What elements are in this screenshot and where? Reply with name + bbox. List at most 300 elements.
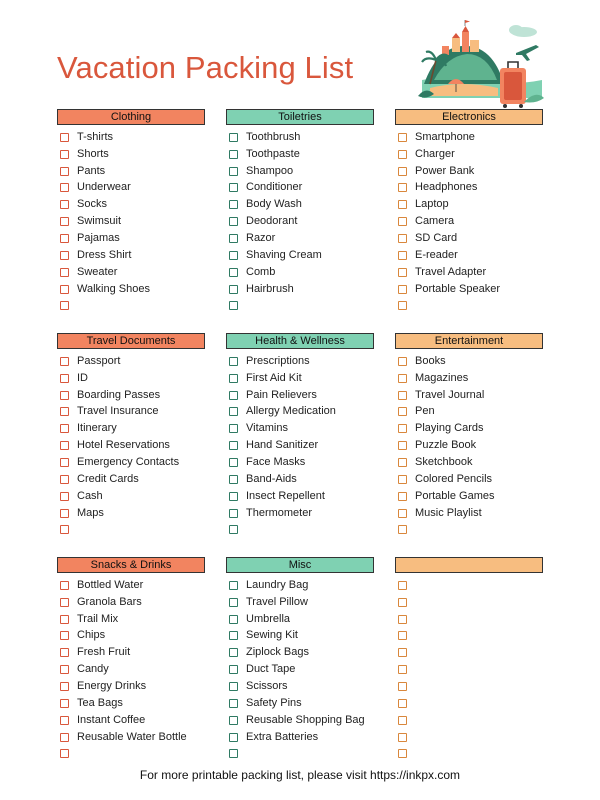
item-label: Comb [246,265,276,278]
page-title: Vacation Packing List [57,50,354,85]
item-label: Deodorant [246,215,298,228]
item-label: Bottled Water [77,578,144,591]
checkbox[interactable] [229,167,238,176]
checklist [395,577,543,762]
checkbox[interactable] [229,217,238,226]
checkbox[interactable] [229,631,238,640]
section-header: Snacks & Drinks [57,557,205,573]
list-item [226,353,374,370]
list-item [226,695,374,712]
checkbox[interactable] [398,200,407,209]
item-label: Toothbrush [246,130,301,143]
list-item [57,729,205,746]
checkbox[interactable] [398,581,407,590]
checkbox[interactable] [398,615,407,624]
item-label: Hairbrush [246,282,294,295]
item-label: Thermometer [246,506,313,519]
checkbox[interactable] [229,285,238,294]
list-item [226,712,374,729]
list-item [226,404,374,421]
list-item [395,370,543,387]
item-label: Hand Sanitizer [246,439,319,452]
item-label: Puzzle Book [415,439,477,452]
list-item [226,370,374,387]
item-label: Candy [77,663,109,676]
list-item [57,577,205,594]
checkbox[interactable] [398,407,407,416]
checkbox[interactable] [398,598,407,607]
checkbox[interactable] [60,458,69,467]
item-label: Instant Coffee [77,713,146,726]
list-item [395,281,543,298]
item-label: Magazines [415,371,469,384]
item-label: Chips [77,629,106,642]
list-item [395,387,543,404]
checkbox[interactable] [229,492,238,501]
checkbox[interactable] [60,665,69,674]
checkbox[interactable] [229,716,238,725]
list-item [226,454,374,471]
checkbox[interactable] [229,357,238,366]
checkbox[interactable] [398,357,407,366]
checkbox[interactable] [398,374,407,383]
checklist [226,577,374,762]
checkbox[interactable] [229,699,238,708]
checkbox[interactable] [398,525,407,534]
list-item [226,729,374,746]
list-item [226,594,374,611]
item-label: Band-Aids [246,472,297,485]
checkbox[interactable] [60,492,69,501]
item-label: Hotel Reservations [77,439,170,452]
list-item [226,471,374,488]
list-item [57,505,205,522]
checkbox[interactable] [229,234,238,243]
item-label: Ziplock Bags [246,646,309,659]
item-label: Trail Mix [77,612,119,625]
list-item [226,577,374,594]
checkbox[interactable] [398,716,407,725]
item-label: Travel Insurance [77,405,159,418]
item-label: Books [415,354,446,367]
checkbox[interactable] [229,251,238,260]
item-label: Pen [415,405,435,418]
item-label: Pants [77,164,106,177]
list-item [395,745,543,762]
checkbox[interactable] [60,615,69,624]
section-header: Electronics [395,109,543,125]
section-blank [395,557,543,762]
list-item [57,521,205,538]
item-label: Laptop [415,198,449,211]
checkbox[interactable] [398,458,407,467]
list-item [226,521,374,538]
list-item [57,129,205,146]
item-label: Travel Pillow [246,595,308,608]
list-item [395,146,543,163]
list-item [57,370,205,387]
checkbox[interactable] [60,682,69,691]
item-label: Walking Shoes [77,282,150,295]
item-label: SD Card [415,231,458,244]
list-item [395,488,543,505]
item-label: Energy Drinks [77,679,147,692]
item-label: Credit Cards [77,472,139,485]
checkbox[interactable] [229,581,238,590]
checkbox[interactable] [60,733,69,742]
section-header: Clothing [57,109,205,125]
list-item [395,521,543,538]
item-label: Fresh Fruit [77,646,131,659]
checkbox[interactable] [60,525,69,534]
list-item [57,471,205,488]
checkbox[interactable] [398,631,407,640]
checkbox[interactable] [229,374,238,383]
checkbox[interactable] [398,509,407,518]
list-item [226,745,374,762]
item-label: Body Wash [246,198,302,211]
section-snacks-drinks [57,557,205,762]
section-header [395,557,543,573]
list-item [226,247,374,264]
item-label: Pain Relievers [246,388,317,401]
list-item [226,230,374,247]
item-label: Emergency Contacts [77,455,180,468]
checkbox[interactable] [229,475,238,484]
section-travel-documents [57,333,205,538]
checkbox[interactable] [60,217,69,226]
list-item [395,196,543,213]
checkbox[interactable] [60,598,69,607]
checklist [395,353,543,538]
list-item [57,196,205,213]
item-label: Charger [415,147,455,160]
list-item [226,213,374,230]
checkbox[interactable] [398,234,407,243]
list-item [395,247,543,264]
item-label: Laundry Bag [246,578,309,591]
list-item [57,594,205,611]
list-item [395,129,543,146]
item-label: E-reader [415,248,458,261]
list-item [395,611,543,628]
item-label: Boarding Passes [77,388,161,401]
item-label: Socks [77,198,107,211]
checkbox[interactable] [229,598,238,607]
section-header: Travel Documents [57,333,205,349]
checkbox[interactable] [229,301,238,310]
item-label: Granola Bars [77,595,142,608]
item-label: Passport [77,354,121,367]
checklist [395,129,543,314]
list-item [226,387,374,404]
list-item [57,437,205,454]
checkbox[interactable] [229,407,238,416]
list-item [57,454,205,471]
item-label: Toothpaste [246,147,300,160]
list-item [395,594,543,611]
checklist [226,353,374,538]
checklist [226,129,374,314]
checkbox[interactable] [398,648,407,657]
item-label: Tea Bags [77,696,123,709]
item-label: T-shirts [77,130,114,143]
list-item [226,297,374,314]
checkbox[interactable] [229,682,238,691]
list-item [57,163,205,180]
checkbox[interactable] [229,441,238,450]
checkbox[interactable] [398,424,407,433]
checkbox[interactable] [60,699,69,708]
item-label: Portable Speaker [415,282,500,295]
section-header: Misc [226,557,374,573]
item-label: Dress Shirt [77,248,132,261]
list-item [395,213,543,230]
list-item [226,163,374,180]
list-item [57,387,205,404]
section-misc [226,557,374,762]
item-label: Maps [77,506,104,519]
checkbox[interactable] [229,615,238,624]
list-item [226,196,374,213]
list-item [395,678,543,695]
list-item [395,661,543,678]
checkbox[interactable] [60,150,69,159]
item-label: Scissors [246,679,288,692]
item-label: Underwear [77,181,131,194]
checkbox[interactable] [229,424,238,433]
checkbox[interactable] [229,200,238,209]
item-label: Shaving Cream [246,248,322,261]
item-label: Insect Repellent [246,489,325,502]
list-item [395,353,543,370]
list-item [226,420,374,437]
item-label: Reusable Water Bottle [77,730,187,743]
list-item [226,678,374,695]
item-label: Conditioner [246,181,303,194]
list-item [226,505,374,522]
checkbox[interactable] [60,749,69,758]
item-label: Travel Adapter [415,265,487,278]
checkbox[interactable] [60,407,69,416]
list-item [57,611,205,628]
item-label: Duct Tape [246,663,296,676]
checkbox[interactable] [398,167,407,176]
list-item [57,745,205,762]
item-label: Playing Cards [415,422,484,435]
list-item [395,577,543,594]
list-item [226,180,374,197]
item-label: Music Playlist [415,506,482,519]
list-item [226,129,374,146]
item-label: Prescriptions [246,354,310,367]
section-header: Toiletries [226,109,374,125]
list-item [57,628,205,645]
checklist [57,577,205,762]
item-label: Power Bank [415,164,475,177]
list-item [57,230,205,247]
checkbox[interactable] [60,475,69,484]
list-item [57,695,205,712]
list-item [57,488,205,505]
checkbox[interactable] [60,648,69,657]
list-item [395,297,543,314]
checkbox[interactable] [60,357,69,366]
list-item [226,264,374,281]
item-label: Umbrella [246,612,291,625]
checkbox[interactable] [398,441,407,450]
list-item [226,281,374,298]
list-item [57,678,205,695]
item-label: Sewing Kit [246,629,298,642]
checkbox[interactable] [229,183,238,192]
list-item [57,281,205,298]
checkbox[interactable] [398,183,407,192]
item-label: Swimsuit [77,215,122,228]
section-header: Health & Wellness [226,333,374,349]
list-item [395,695,543,712]
checklist [57,129,205,314]
list-item [57,247,205,264]
checkbox[interactable] [398,251,407,260]
checkbox[interactable] [229,150,238,159]
checkbox[interactable] [60,268,69,277]
checkbox[interactable] [229,648,238,657]
checkbox[interactable] [398,475,407,484]
list-item [57,353,205,370]
checkbox[interactable] [398,665,407,674]
checkbox[interactable] [229,665,238,674]
checkbox[interactable] [60,285,69,294]
checkbox[interactable] [398,133,407,142]
list-item [395,264,543,281]
list-item [57,297,205,314]
checkbox[interactable] [398,268,407,277]
item-label: Smartphone [415,130,475,143]
section-clothing [57,109,205,314]
section-electronics [395,109,543,314]
checkbox[interactable] [60,200,69,209]
checkbox[interactable] [229,525,238,534]
item-label: Camera [415,215,455,228]
list-item [57,420,205,437]
checkbox[interactable] [60,301,69,310]
checkbox[interactable] [229,509,238,518]
section-toiletries [226,109,374,314]
list-item [395,163,543,180]
list-item [57,712,205,729]
checkbox[interactable] [60,716,69,725]
section-entertainment [395,333,543,538]
item-label: Vitamins [246,422,288,435]
checkbox[interactable] [60,374,69,383]
checkbox[interactable] [398,150,407,159]
item-label: Shampoo [246,164,294,177]
list-item [226,611,374,628]
checkbox[interactable] [60,183,69,192]
list-item [226,661,374,678]
list-item [395,420,543,437]
checkbox[interactable] [398,699,407,708]
list-item [57,146,205,163]
checkbox[interactable] [398,492,407,501]
checkbox[interactable] [229,268,238,277]
vacation-island-illustration [412,18,547,113]
item-label: First Aid Kit [246,371,302,384]
checkbox[interactable] [60,251,69,260]
list-item [226,644,374,661]
checkbox[interactable] [398,301,407,310]
item-label: Pajamas [77,231,120,244]
checkbox[interactable] [60,509,69,518]
item-label: Travel Journal [415,388,485,401]
list-item [395,471,543,488]
list-item [57,213,205,230]
checkbox[interactable] [60,581,69,590]
item-label: Reusable Shopping Bag [246,713,365,726]
list-item [395,644,543,661]
item-label: Safety Pins [246,696,302,709]
section-header: Entertainment [395,333,543,349]
list-item [395,505,543,522]
item-label: Cash [77,489,103,502]
list-item [395,628,543,645]
item-label: Headphones [415,181,478,194]
list-item [395,180,543,197]
list-item [226,628,374,645]
checkbox[interactable] [60,391,69,400]
item-label: Allergy Medication [246,405,336,418]
item-label: Portable Games [415,489,495,502]
list-item [395,712,543,729]
checkbox[interactable] [60,631,69,640]
checkbox[interactable] [229,749,238,758]
checkbox[interactable] [229,391,238,400]
item-label: Sweater [77,265,118,278]
checkbox[interactable] [398,285,407,294]
checkbox[interactable] [229,133,238,142]
list-item [395,230,543,247]
checkbox[interactable] [60,441,69,450]
checkbox[interactable] [398,682,407,691]
footer-note: For more printable packing list, please visit https://inkpx.com [139,768,461,782]
checkbox[interactable] [398,217,407,226]
item-label: Shorts [77,147,109,160]
checkbox[interactable] [60,234,69,243]
list-item [57,264,205,281]
checkbox[interactable] [398,391,407,400]
checkbox[interactable] [229,733,238,742]
checkbox[interactable] [60,167,69,176]
item-label: Face Masks [246,455,306,468]
checkbox[interactable] [398,749,407,758]
item-label: Razor [246,231,276,244]
checkbox[interactable] [60,133,69,142]
item-label: ID [77,371,88,384]
list-item [226,437,374,454]
checkbox[interactable] [229,458,238,467]
list-item [57,180,205,197]
list-item [57,404,205,421]
list-item [395,454,543,471]
item-label: Itinerary [77,422,117,435]
item-label: Sketchbook [415,455,473,468]
checkbox[interactable] [398,733,407,742]
list-item [226,146,374,163]
checkbox[interactable] [60,424,69,433]
section-health-wellness [226,333,374,538]
list-item [57,644,205,661]
